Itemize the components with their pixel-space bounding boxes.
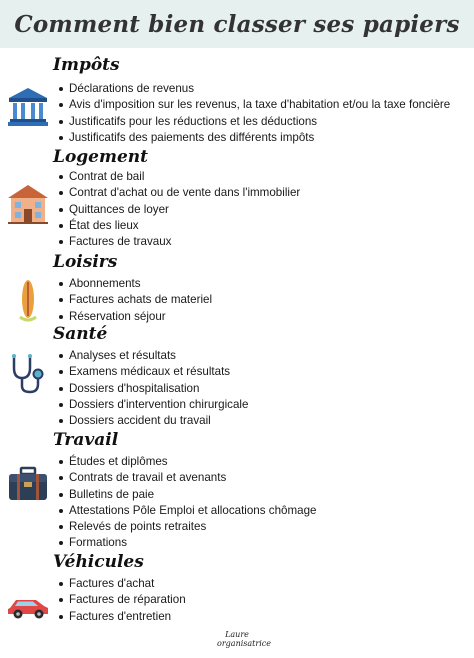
- section-vehicules: [0, 552, 474, 626]
- list-item: Formations: [57, 535, 316, 551]
- list-item: Dossiers d'hospitalisation: [57, 381, 248, 397]
- list-item: Factures de travaux: [57, 234, 300, 250]
- list-item: Factures d'entretien: [57, 609, 186, 625]
- list-item: Factures achats de materiel: [57, 292, 212, 308]
- list-item: Justificatifs pour les réductions et les déductions: [57, 114, 450, 130]
- list-item: Dossiers accident du travail: [57, 413, 248, 429]
- section-title: Impôts: [53, 55, 120, 75]
- stethoscope-icon: [6, 352, 50, 396]
- list-item: Attestations Pôle Emploi et allocations chômage: [57, 503, 316, 519]
- section-title: Travail: [53, 430, 119, 450]
- list-item: Contrats de travail et avenants: [57, 470, 316, 486]
- section-title: Santé: [53, 324, 108, 344]
- list-item: Études et diplômes: [57, 454, 316, 470]
- list-item: Examens médicaux et résultats: [57, 364, 248, 380]
- signature-logo: [200, 630, 274, 648]
- section-logement: [0, 147, 474, 251]
- list-item: Abonnements: [57, 276, 212, 292]
- list-item: Analyses et résultats: [57, 348, 248, 364]
- list-item: Contrat de bail: [57, 169, 300, 185]
- house-icon: [6, 181, 50, 225]
- list-item: Factures de réparation: [57, 592, 186, 608]
- section-loisirs: [0, 252, 474, 324]
- section-title: Loisirs: [53, 252, 118, 272]
- bank-icon: [6, 85, 50, 129]
- signature-line-2: organisatrice: [217, 639, 271, 648]
- list-item: État des lieux: [57, 218, 300, 234]
- list-item: Dossiers d'intervention chirurgicale: [57, 397, 248, 413]
- list-item: Factures d'achat: [57, 576, 186, 592]
- list-item: Avis d'imposition sur les revenus, la taxe d'habitation et/ou la taxe foncière: [57, 97, 450, 113]
- section-travail: [0, 430, 474, 550]
- list-item: Réservation séjour: [57, 309, 212, 325]
- list-item: Quittances de loyer: [57, 202, 300, 218]
- list-item: Relevés de points retraites: [57, 519, 316, 535]
- title-banner: [0, 0, 474, 48]
- section-impots: [0, 55, 474, 147]
- section-title: Logement: [53, 147, 149, 167]
- page-title: Comment bien classer ses papiers: [14, 10, 460, 38]
- car-icon: [6, 582, 50, 626]
- list-item: Justificatifs des paiements des différents impôts: [57, 130, 450, 146]
- list-item: Contrat d'achat ou de vente dans l'immobilier: [57, 185, 300, 201]
- list-item: Déclarations de revenus: [57, 81, 450, 97]
- section-title: Véhicules: [53, 552, 144, 572]
- surfboard-icon: [6, 279, 50, 323]
- signature-line-1: Laure: [225, 630, 249, 639]
- section-sante: [0, 324, 474, 428]
- list-item: Bulletins de paie: [57, 487, 316, 503]
- briefcase-icon: [6, 462, 50, 506]
